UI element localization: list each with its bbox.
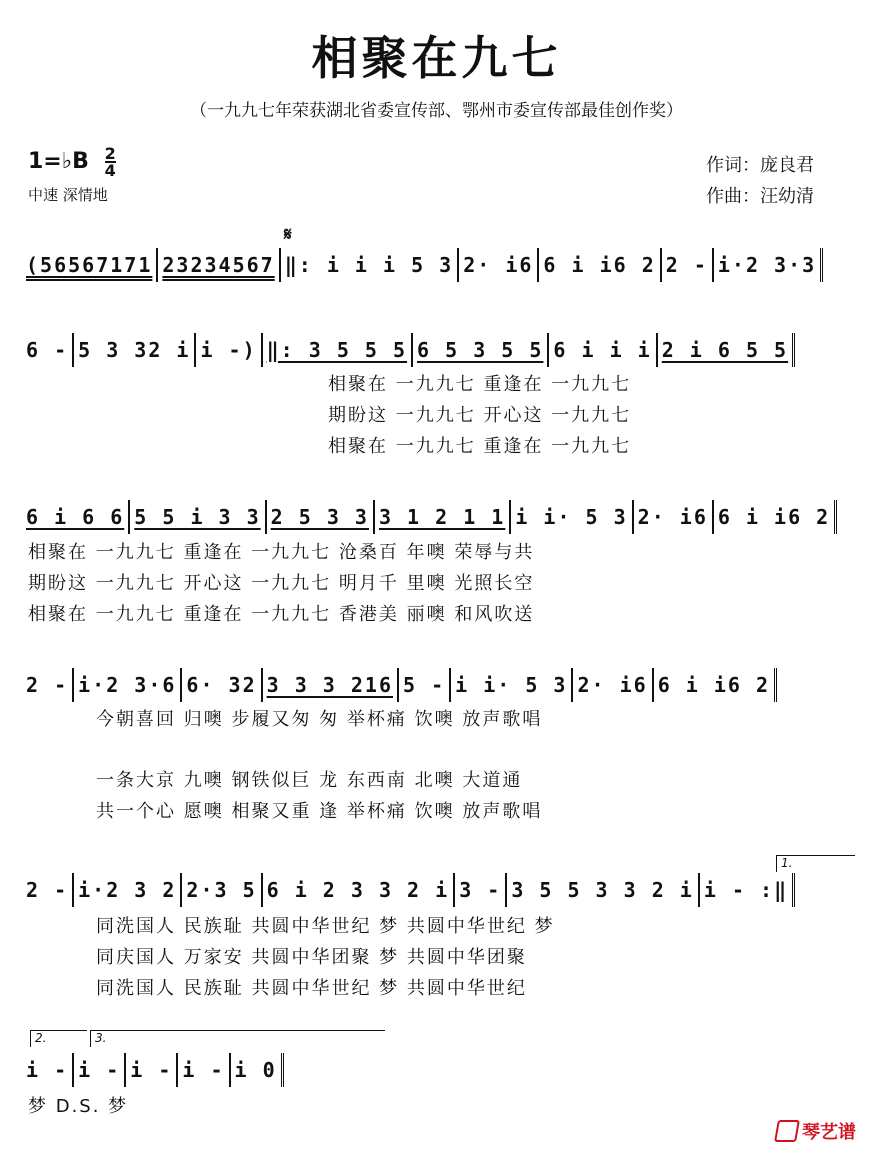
volta-bracket: 1.	[776, 855, 855, 872]
lyric-line: 同洗国人 民族耻 共圆中华世纪 梦 共圆中华世纪	[96, 978, 527, 999]
measure: i - :‖	[700, 873, 795, 907]
staff-system-1	[22, 245, 858, 285]
measure: 5 -	[399, 668, 451, 702]
segno-icon: 𝄋	[284, 224, 292, 245]
staff-system-3	[22, 497, 858, 537]
key-label: 1=♭B	[28, 149, 89, 174]
measure: 2· i6	[459, 248, 539, 282]
lyric-line: 同庆国人 万家安 共圆中华团聚 梦 共圆中华团聚	[96, 947, 527, 968]
measure: ‖: i i i 5 3	[281, 248, 460, 282]
measure: 2 i 6 5 5	[658, 333, 795, 367]
measure: 2 5 3 3	[267, 500, 375, 534]
logo-text: 琴艺谱	[802, 1122, 856, 1143]
measure: i -	[178, 1053, 230, 1087]
measure: 3 -	[455, 873, 507, 907]
measure: 2 -	[662, 248, 714, 282]
measure: i -)	[196, 333, 262, 367]
measure: 6 -	[22, 333, 74, 367]
logo-icon	[774, 1120, 800, 1142]
lyric-line: 相聚在 一九九七 重逢在 一九九七 香港美 丽噢 和风吹送	[28, 604, 535, 625]
measure: 6 i i6 2	[539, 248, 661, 282]
measure: 3 3 3 216	[263, 668, 399, 702]
measure: 6 i 6 6	[22, 500, 130, 534]
measure: i -	[126, 1053, 178, 1087]
staff-system-2	[22, 330, 858, 370]
tempo-marking: 中速 深情地	[28, 186, 108, 204]
measure: i -	[74, 1053, 126, 1087]
lyricist-credit: 作词：庞良君	[706, 155, 814, 176]
measure: i·2 3·3	[714, 248, 823, 282]
measure: 5 5 i 3 3	[130, 500, 266, 534]
measure: 23234567	[158, 248, 280, 282]
measure: 2 -	[22, 668, 74, 702]
measure: 6 i i i	[549, 333, 657, 367]
staff-system-5	[22, 870, 858, 910]
measure: 2· i6	[573, 668, 653, 702]
measure: 3 1 2 1 1	[375, 500, 511, 534]
measure: (56567171	[22, 248, 158, 282]
measure: 6 i 2 3 3 2 i	[263, 873, 456, 907]
lyric-line: 相聚在 一九九七 重逢在 一九九七	[328, 374, 632, 395]
measure: i·2 3 2	[74, 873, 182, 907]
measure: 6 i i6 2	[654, 668, 777, 702]
measure: 6 i i6 2	[714, 500, 837, 534]
measure: 2· i6	[634, 500, 714, 534]
measure: i i· 5 3	[451, 668, 573, 702]
time-signature: $\frac{2}{4}$	[104, 144, 116, 180]
lyric-line: 同洗国人 民族耻 共圆中华世纪 梦 共圆中华世纪 梦	[96, 916, 555, 937]
page-title: 相聚在九七	[311, 31, 562, 85]
measure: 6· 32	[182, 668, 262, 702]
staff-system-6	[22, 1050, 402, 1090]
key-signature	[28, 146, 116, 178]
volta-bracket: 3.	[90, 1030, 385, 1047]
volta-bracket: 2.	[30, 1030, 87, 1047]
measure: ‖: 3 5 5 5	[263, 333, 413, 367]
lyric-line: 相聚在 一九九七 重逢在 一九九七	[328, 436, 632, 457]
measure: 3 5 5 3 3 2 i	[507, 873, 700, 907]
measure: i 0	[231, 1053, 284, 1087]
lyric-line: 一条大京 九噢 钢铁似巨 龙 东西南 北噢 大道通	[96, 770, 523, 791]
lyric-line: 期盼这 一九九七 开心这 一九九七	[328, 405, 632, 426]
measure: i -	[22, 1053, 74, 1087]
measure: 5 3 32 i	[74, 333, 196, 367]
staff-system-4	[22, 665, 858, 705]
lyric-line: 共一个心 愿噢 相聚又重 逢 举杯痛 饮噢 放声歌唱	[96, 801, 543, 822]
subtitle: （一九九七年荣获湖北省委宣传部、鄂州市委宣传部最佳创作奖）	[190, 101, 683, 121]
measure: i·2 3·6	[74, 668, 182, 702]
composer-credit: 作曲：汪幼清	[706, 186, 814, 207]
lyric-line: 期盼这 一九九七 开心这 一九九七 明月千 里噢 光照长空	[28, 573, 535, 594]
measure: 2·3 5	[182, 873, 262, 907]
lyric-line: 相聚在 一九九七 重逢在 一九九七 沧桑百 年噢 荣辱与共	[28, 542, 535, 563]
lyric-line: 梦 D.S. 梦	[28, 1096, 129, 1117]
measure: 2 -	[22, 873, 74, 907]
measure: i i· 5 3	[511, 500, 633, 534]
measure: 6 5 3 5 5	[413, 333, 549, 367]
site-logo	[776, 1118, 856, 1144]
lyric-line: 今朝喜回 归噢 步履又匆 匆 举杯痛 饮噢 放声歌唱	[96, 709, 543, 730]
